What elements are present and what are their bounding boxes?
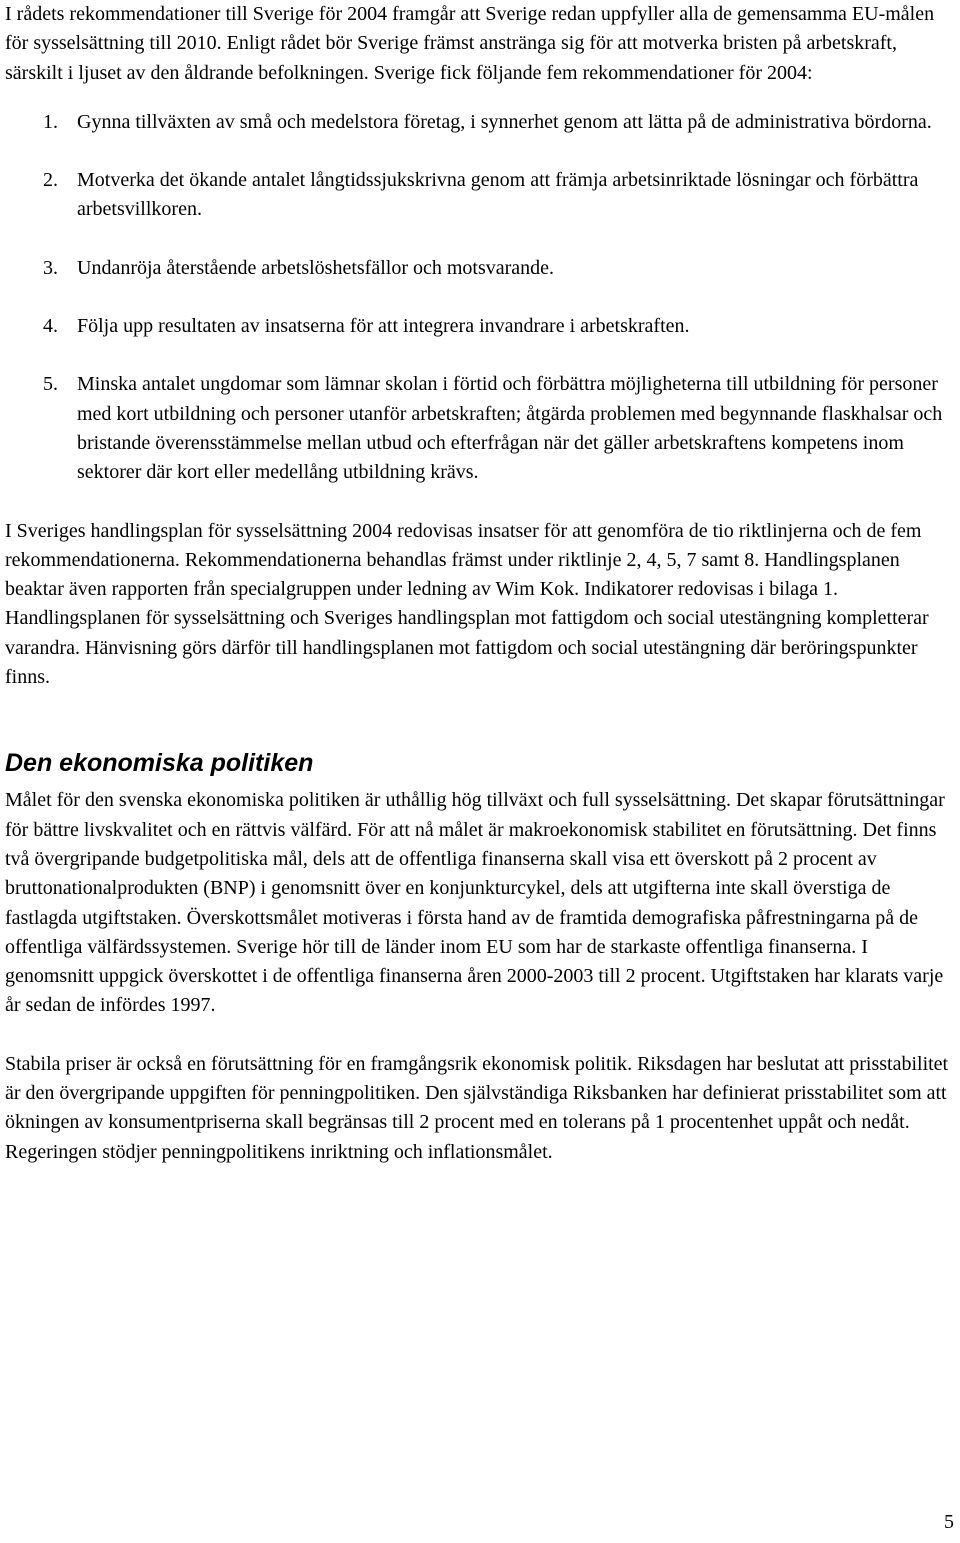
list-item-number: 4. xyxy=(43,315,58,338)
list-item-text: Motverka det ökande antalet långtidssjukskrivna genom att främja arbetsinriktade lösningar och förbättra arbetsvillkoren. xyxy=(77,169,919,221)
list-item-number: 2. xyxy=(43,169,58,192)
list-item-text: Följa upp resultaten av insatserna för att integrera invandrare i arbetskraften. xyxy=(77,315,690,338)
list-item xyxy=(5,370,955,487)
list-item-number: 5. xyxy=(43,373,58,396)
list-item xyxy=(5,312,955,341)
list-item-number: 1. xyxy=(43,110,58,133)
list-item-number: 3. xyxy=(43,256,58,279)
list-item-text: Gynna tillväxten av små och medelstora företag, i synnerhet genom att lätta på de administrativa bördorna. xyxy=(77,110,932,133)
list-item xyxy=(5,108,955,137)
list-item-text: Minska antalet ungdomar som lämnar skolan i förtid och förbättra möjligheterna till utbildning för personer med kort utbildning och personer utanför arbetskraften; åtgärda problemen med begynnande flaskhalsar och bristande överensstämmelse mellan utbud och efterfrågan när det gäller arbetskraftens kompetens inom sektorer där kort eller medellång utbildning krävs. xyxy=(77,373,943,484)
action-plan-paragraph: I Sveriges handlingsplan för sysselsättning 2004 redovisas insatser för att genomföra de tio riktlinjerna och de fem rekommendationerna. Rekommendationerna behandlas främst under riktlinje 2, 4, 5, 7 samt 8. Handlingsplanen beaktar även rapporten från specialgruppen under ledning av Wim Kok. Indikatorer redovisas i bilaga 1. Handlingsplanen för sysselsättning och Sveriges handlingsplan mot fattigdom och social utestängning kompletterar varandra. Hänvisning görs därför till handlingsplanen mot fattigdom och social utestängning där beröringspunkter finns. xyxy=(5,519,929,689)
recommendations-list xyxy=(5,108,955,488)
document-page xyxy=(5,0,955,1167)
list-item xyxy=(5,166,955,225)
list-item xyxy=(5,254,955,283)
price-stability-paragraph: Stabila priser är också en förutsättning för en framgångsrik ekonomisk politik. Riksdagen har beslutat att prisstabilitet är den övergripande uppgiften för penningpolitiken. Den självständiga Riksbanken har definierat prisstabilitet som att ökningen av konsumentpriserna skall begränsas till 2 procent med en tolerans på 1 procentenhet uppåt och nedåt. Regeringen stödjer penningpolitikens inriktning och inflationsmålet. xyxy=(5,1052,949,1163)
list-item-text: Undanröja återstående arbetslöshetsfällor och motsvarande. xyxy=(77,256,555,279)
page-number: 5 xyxy=(944,1511,954,1533)
economic-policy-paragraph: Målet för den svenska ekonomiska politiken är uthållig hög tillväxt och full sysselsättning. Det skapar förutsättningar för bättre livskvalitet och en rättvis välfärd. För att nå målet är makroekonomisk stabilitet en förutsättning. Det finns två övergripande budgetpolitiska mål, dels att de offentliga finanserna skall visa ett överskott på 2 procent av bruttonationalprodukten (BNP) i genomsnitt över en konjunkturcykel, dels att utgifterna inte skall överstiga de fastlagda utgiftstaken. Överskottsmålet motiveras i första hand av de framtida demografiska påfrestningarna på de offentliga välfärdssystemen. Sverige hör till de länder inom EU som har de starkaste offentliga finanserna. I genomsnitt uppgick överskottet i de offentliga finanserna åren 2000-2003 till 2 procent. Utgiftstaken har klarats varje år sedan de infördes 1997. xyxy=(5,789,945,1017)
intro-paragraph: I rådets rekommendationer till Sverige för 2004 framgår att Sverige redan uppfyller alla de gemensamma EU-målen för sysselsättning till 2010. Enligt rådet bör Sverige främst anstränga sig för att motverka bristen på arbetskraft, särskilt i ljuset av den åldrande befolkningen. Sverige fick följande fem rekommendationer för 2004: xyxy=(5,3,935,84)
section-heading: Den ekonomiska politiken xyxy=(5,749,314,778)
